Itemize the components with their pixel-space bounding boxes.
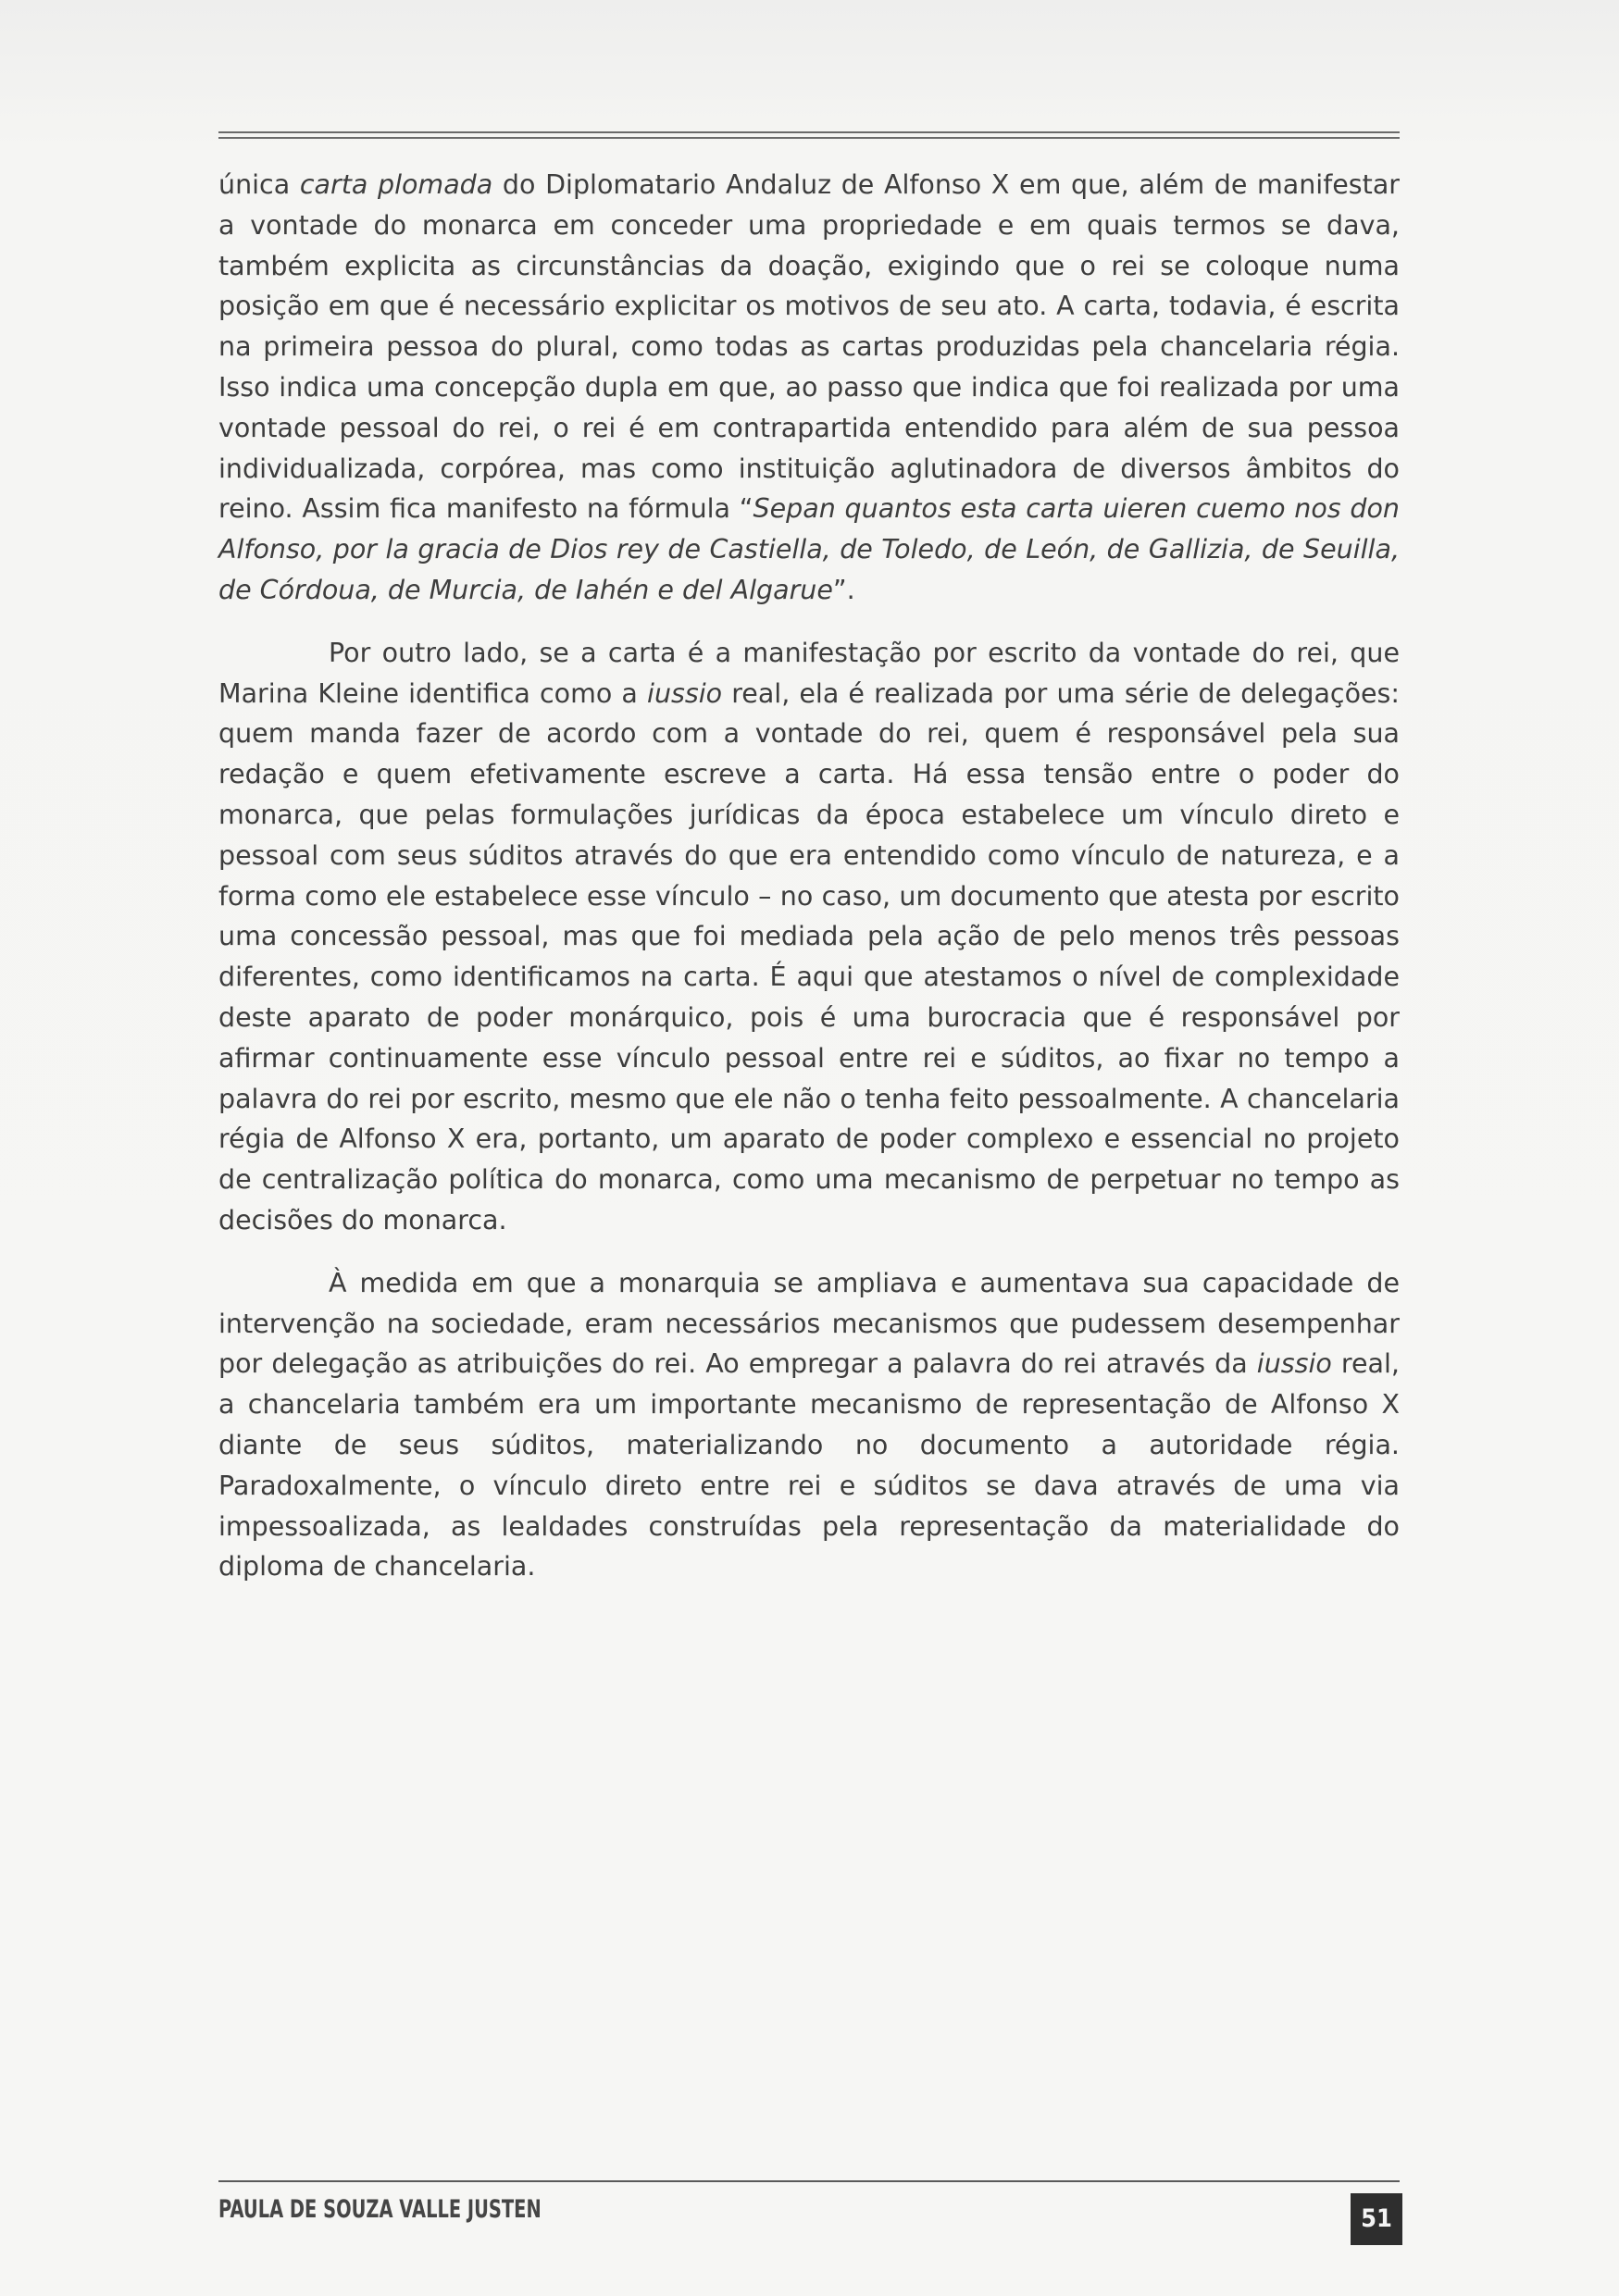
p2-text-2: real, ela é realizada por uma série de delegações: quem manda fazer de acordo com a vontade do rei, quem é responsável pela sua redação e quem efetivamente escreve a carta. Há essa tensão entre o poder do monarca, que pelas formulações jurídicas da época estabelece um vínculo direto e pessoal com seus súditos através do que era entendido como vínculo de natureza, e a forma como ele estabelece esse vínculo – no caso, um documento que atesta por escrito uma concessão pessoal, mas que foi mediada pela ação de pelo menos três pessoas diferentes, como identificamos na carta. É aqui que atestamos o nível de complexidade deste aparato de poder monárquico, pois é uma burocracia que é responsável por afirmar continuamente esse vínculo pessoal entre rei e súditos, ao fixar no tempo a palavra do rei por escrito, mesmo que ele não o tenha feito pessoalmente. A chancelaria régia de Alfonso X era, portanto, um aparato de poder complexo e essencial no projeto de centralização política do monarca, como uma mecanismo de perpetuar no tempo as decisões do monarca. <box>218 677 1400 1235</box>
paragraph-1 <box>218 165 1400 611</box>
body-text <box>218 165 1400 1609</box>
paragraph-2 <box>218 633 1400 1241</box>
paragraph-3 <box>218 1263 1400 1587</box>
footer-author: PAULA DE SOUZA VALLE JUSTEN <box>218 2195 542 2224</box>
p1-italic-formula: Sepan quantos esta carta uieren cuemo nos don Alfonso, por la gracia de Dios rey de Castiella, de Toledo, de León, de Gallizia, de Seuilla, de Córdoua, de Murcia, de Iahén e del Algarue <box>218 493 1400 605</box>
p3-text-2: real, a chancelaria também era um importante mecanismo de representação de Alfonso X diante de seus súditos, materializando no documento a autoridade régia. Paradoxalmente, o vínculo direto entre rei e súditos se dava através de uma via impessoalizada, as lealdades construídas pela representação da materialidade do diploma de chancelaria. <box>218 1348 1400 1582</box>
header-rule <box>218 131 1400 139</box>
p1-text-3: ”. <box>832 574 855 605</box>
p3-text-1: À medida em que a monarquia se ampliava e aumentava sua capacidade de intervenção na sociedade, eram necessários mecanismos que pudessem desempenhar por delegação as atribuições do rei. Ao empregar a palavra do rei através da <box>218 1267 1400 1380</box>
p2-italic-iussio: iussio <box>647 677 723 709</box>
p1-text-2: do Diplomatario Andaluz de Alfonso X em que, além de manifestar a vontade do monarca em conceder uma propriedade e em quais termos se dava, também explicita as circunstâncias da doação, exigindo que o rei se coloque numa posição em que é necessário explicitar os motivos de seu ato. A carta, todavia, é escrita na primeira pessoa do plural, como todas as cartas produzidas pela chancelaria régia. Isso indica uma concepção dupla em que, ao passo que indica que foi realizada por uma vontade pessoal do rei, o rei é em contrapartida entendido para além de sua pessoa individualizada, corpórea, mas como instituição aglutinadora de diversos âmbitos do reino. Assim fica manifesto na fórmula “ <box>218 169 1401 525</box>
footer-rule <box>218 2180 1400 2182</box>
p1-italic-carta-plomada: carta plomada <box>299 169 493 200</box>
p2-text-1: Por outro lado, se a carta é a manifestação por escrito da vontade do rei, que Marina Kleine identifica como a <box>218 637 1400 709</box>
p1-text-1: única <box>218 169 300 200</box>
p3-italic-iussio: iussio <box>1256 1348 1332 1380</box>
page-number-badge: 51 <box>1351 2193 1402 2245</box>
